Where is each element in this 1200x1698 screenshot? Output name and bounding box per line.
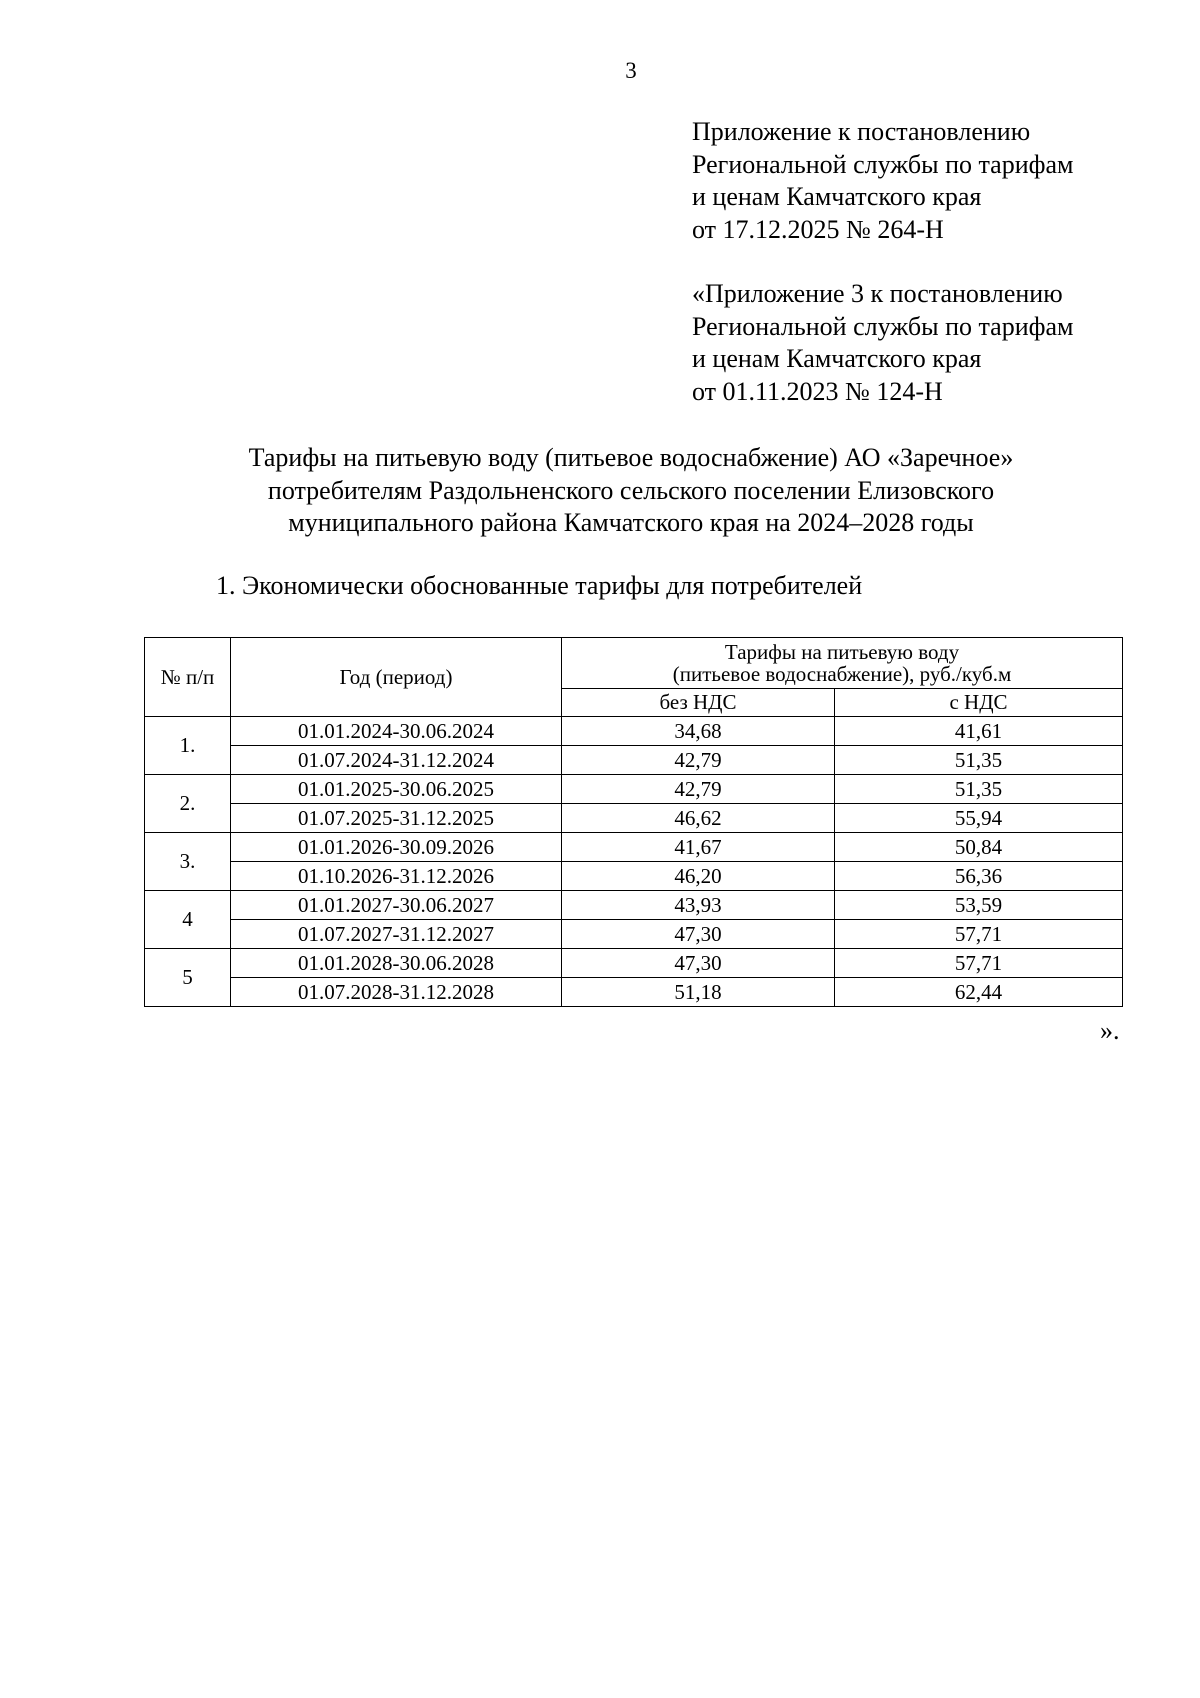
table-row: [145, 833, 1123, 862]
table-row: [145, 717, 1123, 746]
row-number: 2.: [145, 775, 231, 833]
appendix-line: Приложение к постановлению: [692, 117, 1031, 146]
tariff-with-vat: 41,61: [835, 717, 1123, 746]
header-tariff-line: Тарифы на питьевую воду: [724, 639, 960, 664]
tariff-without-vat: 47,30: [562, 949, 835, 978]
tariff-with-vat: 50,84: [835, 833, 1123, 862]
appendix-line: от 17.12.2025 № 264-Н: [692, 214, 944, 244]
tariff-with-vat: 56,36: [835, 862, 1123, 891]
document-title: [140, 442, 1122, 540]
appendix-line: Региональной службы по тарифам: [692, 311, 1074, 341]
table-row: [145, 978, 1123, 1007]
appendix-line: и ценам Камчатского края: [692, 344, 982, 373]
title-line: муниципального района Камчатского края на 2024–2028 годы: [288, 508, 974, 537]
appendix-original-header: [692, 278, 1073, 408]
header-without-vat: без НДС: [562, 689, 835, 717]
row-number: 5: [145, 949, 231, 1007]
tariff-with-vat: 51,35: [835, 775, 1123, 804]
appendix-line: Региональной службы по тарифам: [692, 149, 1074, 179]
row-number: 4: [145, 891, 231, 949]
header-number: № п/п: [145, 638, 231, 717]
tariff-with-vat: 62,44: [835, 978, 1123, 1007]
period-cell: 01.01.2024-30.06.2024: [231, 717, 562, 746]
tariff-with-vat: 51,35: [835, 746, 1123, 775]
tariff-with-vat: 53,59: [835, 891, 1123, 920]
tariff-table: [144, 637, 1123, 1007]
tariff-without-vat: 51,18: [562, 978, 835, 1007]
period-cell: 01.07.2025-31.12.2025: [231, 804, 562, 833]
period-cell: 01.07.2024-31.12.2024: [231, 746, 562, 775]
table-row: [145, 949, 1123, 978]
period-cell: 01.07.2028-31.12.2028: [231, 978, 562, 1007]
tariff-without-vat: 46,20: [562, 862, 835, 891]
appendix-line: «Приложение 3 к постановлению: [692, 279, 1063, 308]
tariff-without-vat: 41,67: [562, 833, 835, 862]
table-row: [145, 804, 1123, 833]
appendix-line: от 01.11.2023 № 124-Н: [692, 376, 943, 406]
header-period: Год (период): [231, 638, 562, 717]
tariff-with-vat: 57,71: [835, 920, 1123, 949]
table-row: [145, 746, 1123, 775]
row-number: 3.: [145, 833, 231, 891]
page-number: 3: [625, 58, 637, 83]
period-cell: 01.10.2026-31.12.2026: [231, 862, 562, 891]
appendix-current-header: [692, 116, 1073, 246]
table-row: [145, 775, 1123, 804]
row-number: 1.: [145, 717, 231, 775]
tariff-without-vat: 46,62: [562, 804, 835, 833]
tariff-with-vat: 57,71: [835, 949, 1123, 978]
header-tariff-line: (питьевое водоснабжение), руб./куб.м: [672, 662, 1012, 686]
tariff-without-vat: 47,30: [562, 920, 835, 949]
title-line: Тарифы на питьевую воду (питьевое водоснабжение) АО «Заречное»: [248, 443, 1014, 472]
period-cell: 01.01.2026-30.09.2026: [231, 833, 562, 862]
section-heading: 1. Экономически обоснованные тарифы для потребителей: [216, 571, 863, 600]
period-cell: 01.01.2027-30.06.2027: [231, 891, 562, 920]
title-line: потребителям Раздольненского сельского поселении Елизовского: [267, 475, 995, 505]
closing-quote: ».: [1100, 1016, 1120, 1045]
tariff-without-vat: 43,93: [562, 891, 835, 920]
period-cell: 01.01.2025-30.06.2025: [231, 775, 562, 804]
tariff-without-vat: 42,79: [562, 775, 835, 804]
tariff-without-vat: 34,68: [562, 717, 835, 746]
tariff-without-vat: 42,79: [562, 746, 835, 775]
tariff-with-vat: 55,94: [835, 804, 1123, 833]
appendix-line: и ценам Камчатского края: [692, 182, 982, 211]
period-cell: 01.07.2027-31.12.2027: [231, 920, 562, 949]
period-cell: 01.01.2028-30.06.2028: [231, 949, 562, 978]
header-tariff-group: [562, 638, 1123, 689]
table-row: [145, 862, 1123, 891]
header-with-vat: с НДС: [835, 689, 1123, 717]
table-row: [145, 920, 1123, 949]
table-row: [145, 891, 1123, 920]
